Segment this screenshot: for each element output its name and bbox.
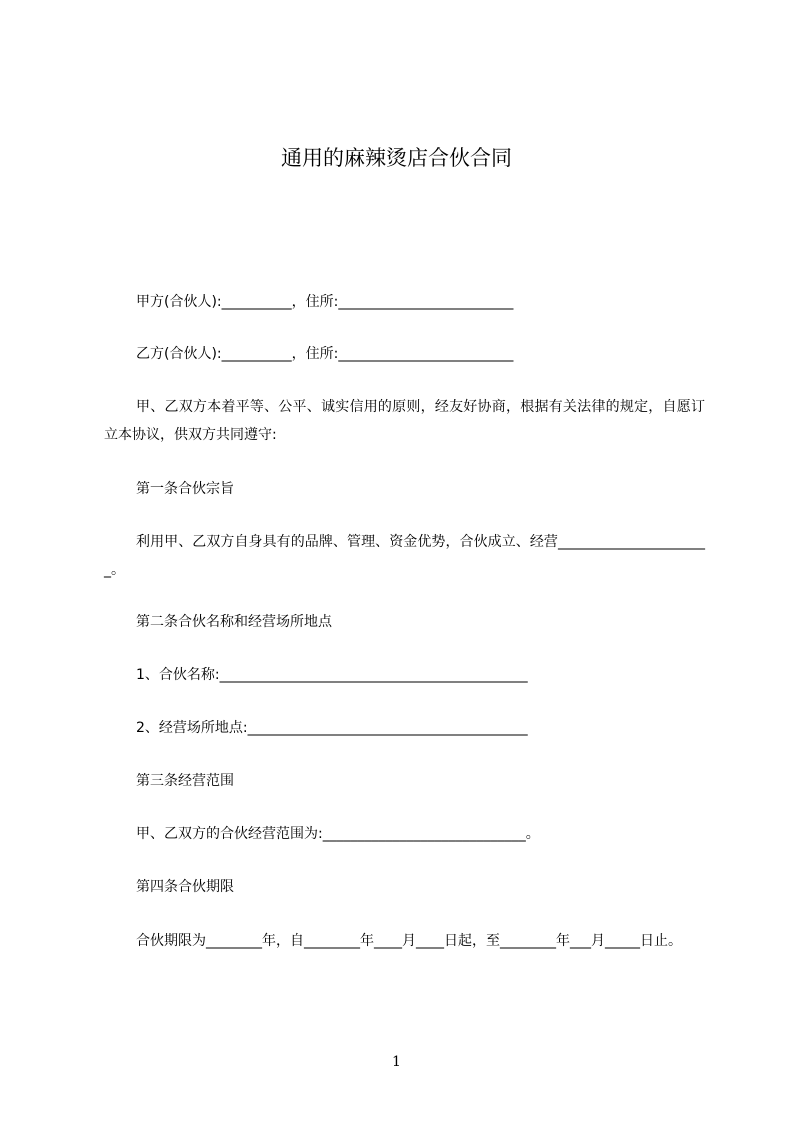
article-3-text: 甲、乙双方的合伙经营范围为:_____________________________。 (136, 826, 540, 842)
article-2-heading: 第二条合伙名称和经营场所地点 (136, 614, 332, 630)
article-1-text: 利用甲、乙双方自身具有的品牌、管理、资金优势，合伙成立、经营______________________。 (104, 534, 705, 578)
article-4-text: 合伙期限为________年，自________年____月____日起，至________年___月_____日止。 (136, 933, 682, 949)
article-1-heading: 第一条合伙宗旨 (136, 481, 234, 497)
document-title: 通用的麻辣烫店合伙合同 (281, 146, 512, 170)
page-number: 1 (392, 1054, 401, 1070)
article-2-item-2: 2、经营场所地点:________________________________________ (136, 720, 528, 736)
article-2-item-1: 1、合伙名称:____________________________________________ (136, 667, 528, 683)
party-b-line: 乙方(合伙人):__________，住所:_________________________ (136, 346, 514, 362)
article-4-heading: 第四条合伙期限 (136, 879, 234, 895)
article-3-heading: 第三条经营范围 (136, 773, 234, 789)
party-a-line: 甲方(合伙人):__________，住所:_________________________ (136, 294, 514, 310)
preamble-paragraph: 甲、乙双方本着平等、公平、诚实信用的原则，经友好协商，根据有关法律的规定，自愿订立本协议，供双方共同遵守: (104, 399, 705, 443)
